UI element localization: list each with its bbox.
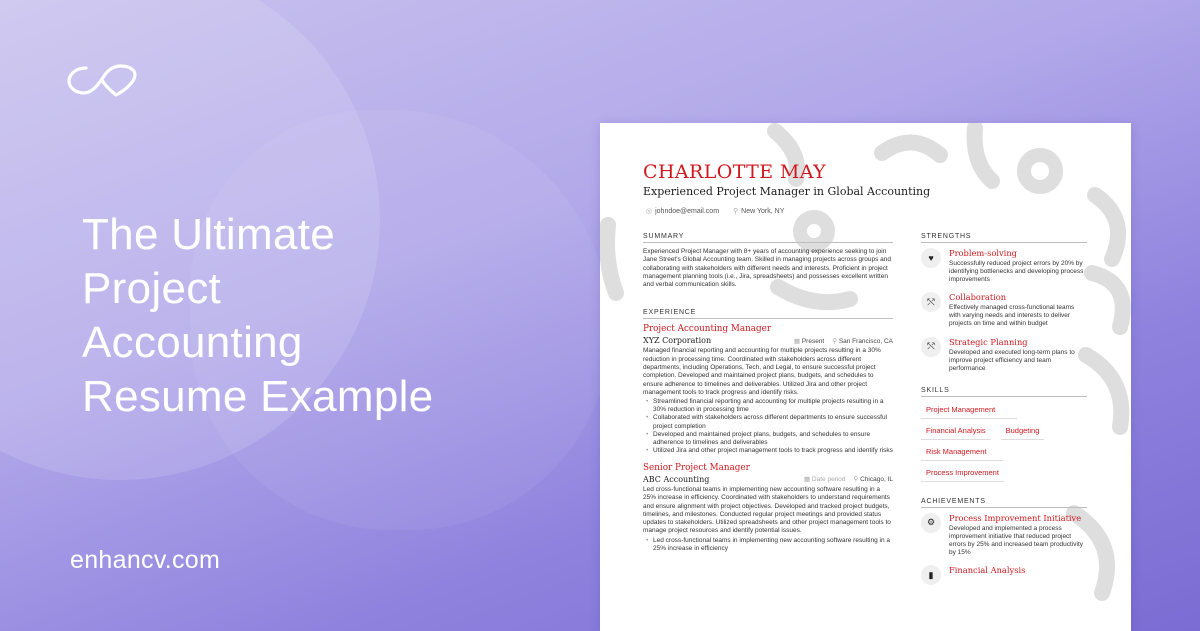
- strength-item: [921, 337, 1087, 373]
- strength-title: Collaboration: [949, 292, 1007, 303]
- contact-location: ⚲ New York, NY: [733, 208, 785, 215]
- handshake-icon: ⤲: [921, 337, 941, 357]
- job-title: Project Accounting Manager: [643, 324, 772, 335]
- section-heading-experience: EXPERIENCE: [643, 309, 893, 319]
- strength-title: Problem-solving: [949, 248, 1017, 258]
- section-heading-skills: SKILLS: [921, 387, 1087, 397]
- site-link[interactable]: enhancv.com: [70, 546, 221, 574]
- resume-left-column: [643, 233, 893, 553]
- summary-text: Experienced Project Manager with 8+ years of accounting experience seeking to join Jane Street's Global Accounting team. Skilled in managing projects across groups and collaborating with stakeholders with different needs and interests. Proficient in project management planning tools (i.e., Jira, spreadsheets) and possesses excellent written and verbal communication skills.: [643, 248, 892, 289]
- skill-tag: Risk Management: [921, 444, 1003, 461]
- contact-email: ◎ johndoe@email.com: [646, 208, 720, 215]
- job-bullet: • Led cross-functional teams in implementing new accounting software resulting in a 25% increase in efficiency: [643, 537, 893, 553]
- headline-line: Project: [82, 264, 222, 313]
- headline-line: Accounting: [82, 318, 303, 367]
- calendar-icon: ▦: [803, 476, 812, 484]
- skill-tag: Project Management: [921, 402, 1017, 419]
- section-heading-strengths: STRENGTHS: [921, 233, 1087, 243]
- resume-contact: [646, 207, 784, 215]
- experience-entry: [643, 463, 893, 553]
- skills-list: [921, 402, 1087, 482]
- job-bullet: • Collaborated with stakeholders across different departments to ensure successful project completion: [643, 414, 893, 430]
- headline-line: Resume Example: [82, 372, 434, 421]
- job-location: ⚲ Chicago, IL: [853, 476, 893, 484]
- strength-desc: Successfully reduced project errors by 20% by identifying bottlenecks and developing process improvements: [949, 260, 1084, 284]
- resume-name: CHARLOTTE MAY: [643, 161, 827, 183]
- job-title: Senior Project Manager: [643, 462, 750, 473]
- strength-item: [921, 292, 1087, 328]
- heart-icon: ♥: [921, 248, 941, 268]
- job-bullet: • Utilized Jira and other project management tools to track progress and identify risks: [643, 447, 893, 455]
- chart-icon: ▮: [921, 565, 941, 585]
- achievement-desc: Developed and implemented a process improvement initiative that reduced project errors by 25% and increased team productivity by 15%: [949, 524, 1084, 557]
- page-headline: [82, 208, 542, 424]
- job-bullets: [643, 398, 893, 455]
- calendar-icon: ▦: [793, 337, 802, 345]
- job-bullet: • Developed and maintained project plans, budgets, and schedules to ensure adherence to timelines and deliverables: [643, 431, 893, 447]
- job-description: Led cross-functional teams in implementing new accounting software resulting in a 25% increase in efficiency. Coordinated with stakeholders to understand requirements and ensure alignment with project objectives. Developed and tracked project budgets, timelines, and milestones. Conducted regular project meetings and provided status updates to stakeholders. Utilized spreadsheets and other project management tools to manage project resources and identify potential issues.: [643, 485, 891, 535]
- job-date: ▦ Date period: [803, 476, 846, 484]
- location-pin-icon: ⚲: [733, 208, 739, 215]
- handshake-icon: ⤲: [921, 292, 941, 312]
- achievement-item: [921, 513, 1087, 557]
- location-pin-icon: ⚲: [853, 476, 861, 484]
- strength-desc: Developed and executed long-term plans to improve project efficiency and team performance: [949, 348, 1075, 372]
- experience-entry: [643, 324, 893, 454]
- location-pin-icon: ⚲: [832, 337, 839, 345]
- skill-tag: Financial Analysis: [921, 423, 991, 440]
- section-heading-summary: SUMMARY: [643, 233, 893, 243]
- job-date: ▦ Present: [793, 337, 825, 345]
- strength-title: Strategic Planning: [949, 336, 1028, 347]
- gear-icon: ⚙: [921, 513, 941, 533]
- job-description: Managed financial reporting and accounting for multiple projects resulting in a 30% reduction in processing time. Coordinated with stakeholders across different departments, including Operations, Tech, and Legal, to ensure successful project completion. Developed and maintained project plans, budgets, and schedules to ensure adherence to timelines and deliverables. Utilized Jira and other project management tools to track progress and identify risks.: [643, 347, 881, 396]
- job-location: ⚲ San Francisco, CA: [832, 337, 893, 345]
- resume-title: Experienced Project Manager in Global Accounting: [643, 185, 931, 198]
- section-heading-achievements: ACHIEVEMENTS: [921, 498, 1087, 508]
- job-bullets: [643, 537, 893, 553]
- job-company: ABC Accounting: [643, 474, 710, 484]
- enhancv-logo-icon: [66, 60, 140, 100]
- headline-line: The Ultimate: [82, 210, 336, 259]
- resume-preview: [600, 123, 1131, 631]
- achievement-item: [921, 565, 1087, 585]
- achievement-title: Financial Analysis: [949, 565, 1026, 576]
- job-bullet: • Streamlined financial reporting and accounting for multiple projects resulting in a 30% reduction in processing time: [643, 398, 893, 414]
- strength-item: [921, 248, 1087, 284]
- resume-right-column: [921, 233, 1087, 593]
- skill-tag: Budgeting: [1001, 423, 1045, 440]
- at-icon: ◎: [646, 208, 653, 215]
- job-company: XYZ Corporation: [643, 336, 712, 346]
- achievement-title: Process Improvement Initiative: [949, 512, 1082, 523]
- strength-desc: Effectively managed cross-functional teams with varying needs and interests to deliver projects on time and within budget: [949, 304, 1075, 328]
- skill-tag: Process Improvement: [921, 465, 1004, 482]
